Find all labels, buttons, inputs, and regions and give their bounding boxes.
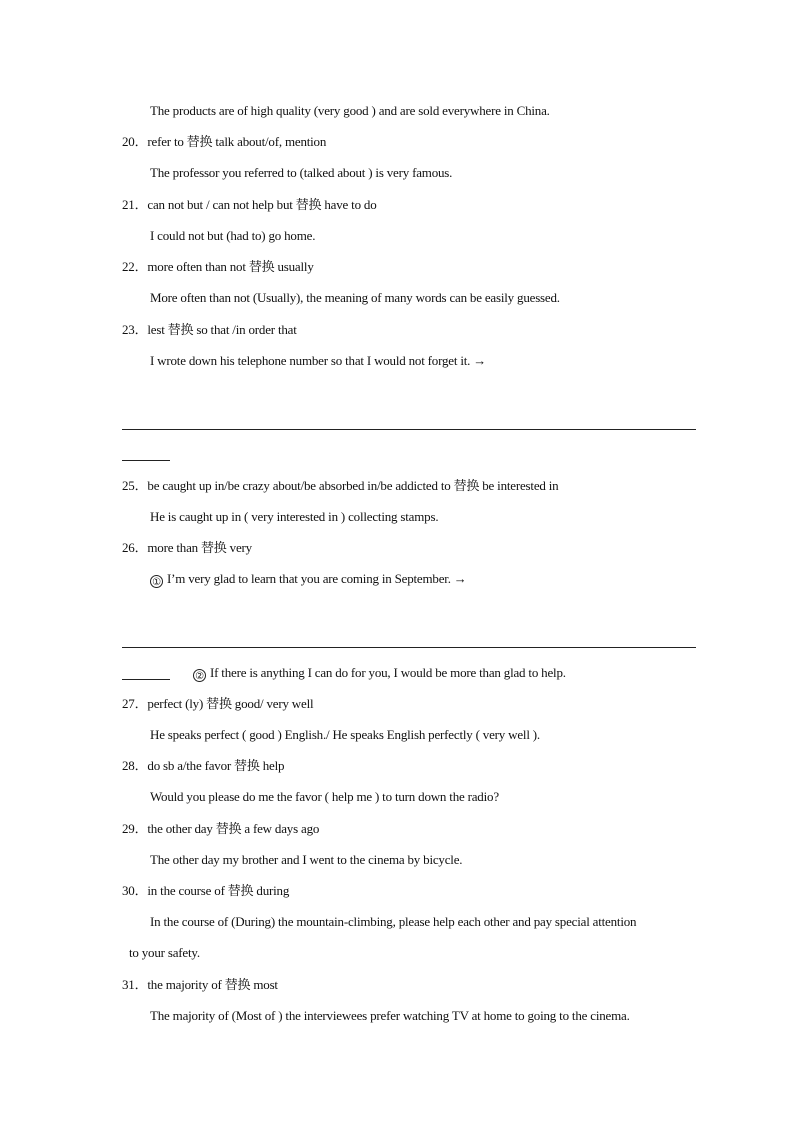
example-text: I’m very glad to learn that you are coming in September. →: [167, 571, 467, 586]
item-26-heading: 26．more than 替换 very: [122, 540, 252, 555]
item-25-heading: 25．be caught up in/be crazy about/be absorbed in/be addicted to 替换 be interested in: [122, 478, 559, 493]
example-sentence: The other day my brother and I went to the cinema by bicycle.: [150, 852, 463, 867]
example-sentence-2: [193, 665, 566, 682]
item-23-heading: 23．lest 替换 so that /in order that: [122, 322, 297, 337]
example-sentence: In the course of (During) the mountain-climbing, please help each other and pay special attention: [150, 914, 637, 929]
item-31-heading: 31．the majority of 替换 most: [122, 977, 278, 992]
example-sentence-continuation: to your safety.: [129, 945, 200, 960]
example-sentence: The products are of high quality (very good ) and are sold everywhere in China.: [150, 103, 550, 118]
answer-blank-line: [122, 647, 696, 648]
circled-number-two: ②: [193, 669, 206, 682]
example-text: If there is anything I can do for you, I would be more than glad to help.: [210, 665, 566, 680]
example-sentence: The majority of (Most of ) the interviewees prefer watching TV at home to going to the cinema.: [150, 1008, 630, 1023]
item-22-heading: 22．more often than not 替换 usually: [122, 259, 314, 274]
example-sentence: The professor you referred to (talked about ) is very famous.: [150, 165, 453, 180]
example-sentence: I wrote down his telephone number so that I would not forget it. →: [150, 353, 487, 368]
item-21-heading: 21．can not but / can not help but 替换 have to do: [122, 197, 377, 212]
answer-blank-line-short: [122, 460, 170, 461]
item-27-heading: 27．perfect (ly) 替换 good/ very well: [122, 696, 314, 711]
example-sentence: He speaks perfect ( good ) English./ He speaks English perfectly ( very well ).: [150, 727, 540, 742]
item-28-heading: 28．do sb a/the favor 替换 help: [122, 758, 285, 773]
example-sentence: More often than not (Usually), the meaning of many words can be easily guessed.: [150, 290, 560, 305]
example-sentence-1: [150, 571, 467, 588]
example-sentence: Would you please do me the favor ( help me ) to turn down the radio?: [150, 789, 499, 804]
item-20-heading: 20．refer to 替换 talk about/of, mention: [122, 134, 327, 149]
example-sentence: He is caught up in ( very interested in ) collecting stamps.: [150, 509, 439, 524]
example-sentence: I could not but (had to) go home.: [150, 228, 316, 243]
item-29-heading: 29．the other day 替换 a few days ago: [122, 821, 320, 836]
answer-blank-line-short: [122, 679, 170, 680]
circled-number-one: ①: [150, 575, 163, 588]
answer-blank-line: [122, 429, 696, 430]
item-30-heading: 30．in the course of 替换 during: [122, 883, 290, 898]
